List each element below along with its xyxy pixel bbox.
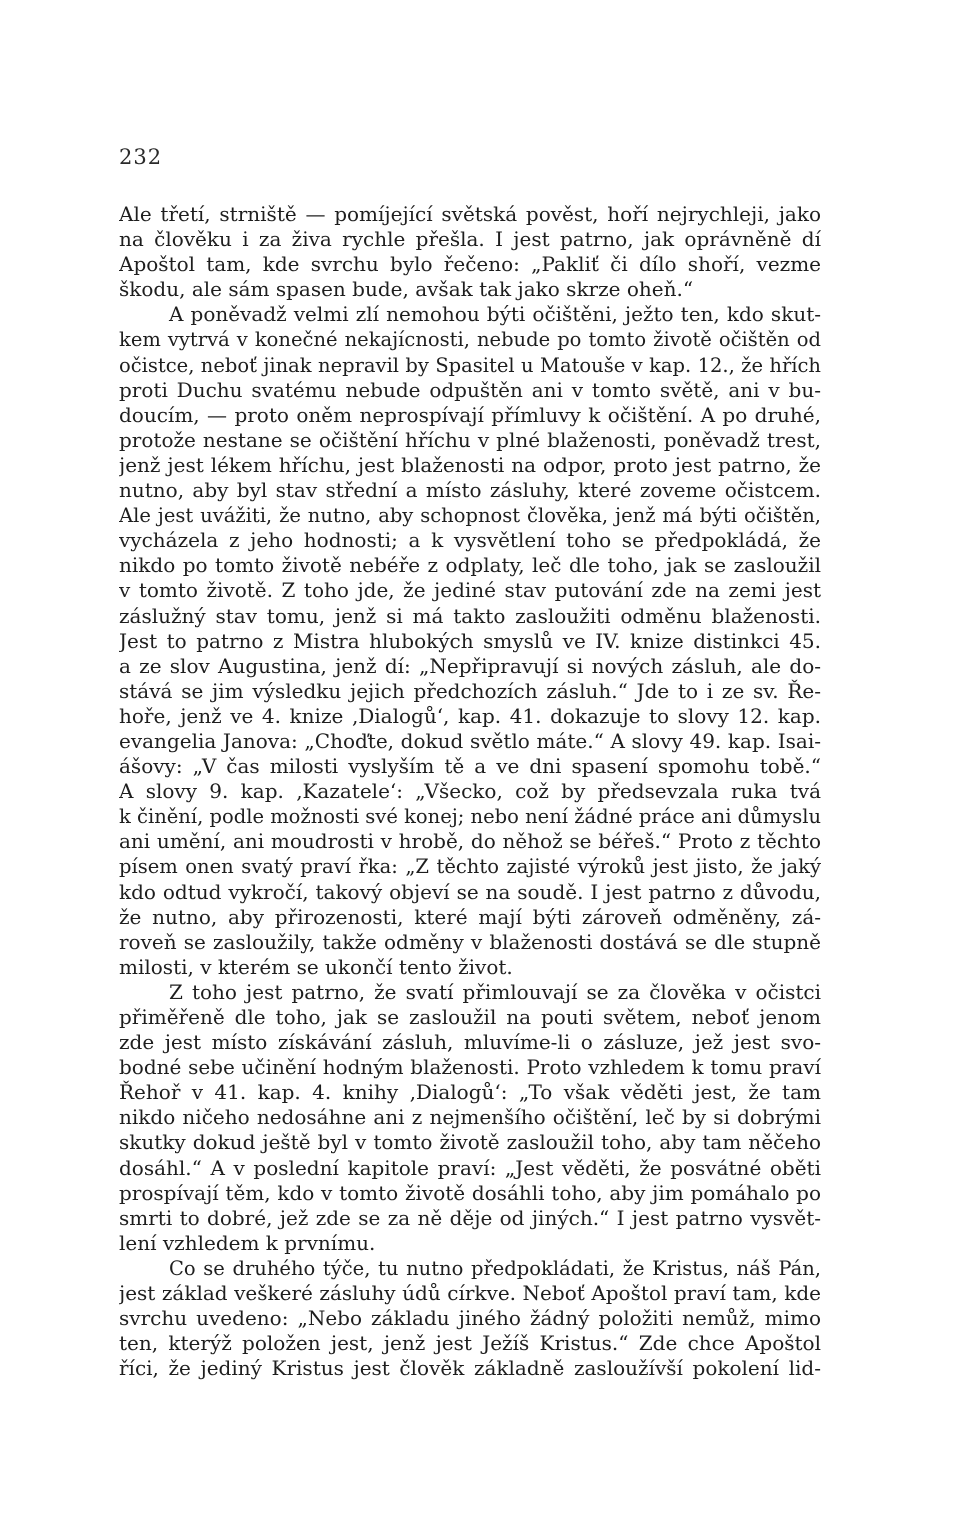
text-line: evangelia Janova: „Choďte, dokud světlo máte.“ A slovy 49. kap. Isai-: [119, 728, 821, 753]
text-line: očistce, neboť jinak nepravil by Spasitel u Matouše v kap. 12., že hřích: [119, 353, 821, 377]
text-line: svrchu uvedeno: „Nebo základu jiného žádný položiti nemůž, mimo: [119, 1306, 821, 1331]
text-line: A slovy 9. kap. ‚Kazatele‘: „Všecko, což by předsevzala ruka tvá: [119, 779, 821, 804]
text-line: v tomto životě. Z toho jde, že jediné stav putování zde na zemi jest: [119, 578, 821, 603]
text-line: Ale jest uvážiti, že nutno, aby schopnost člověka, jenž má býti očištěn,: [119, 504, 821, 528]
text-line: doucím, — proto oněm neprospívají přímluvy k očištění. A po druhé,: [119, 402, 821, 427]
text-line: dosáhl.“ A v poslední kapitole praví: „Jest věděti, že posvátné oběti: [119, 1155, 821, 1180]
text-line: a ze slov Augustina, jenž dí: „Nepřipravují si nových zásluh, ale do-: [119, 653, 821, 678]
text-line: Z toho jest patrno, že svatí přimlouvají se za člověka v očistci: [169, 979, 821, 1004]
text-line: Apoštol tam, kde svrchu bylo řečeno: „Pakliť či dílo shoří, vezme: [119, 252, 821, 277]
text-line: nikdo ničeho nedosáhne ani z nejmenšího očištění, leč by si dobrými: [119, 1105, 821, 1130]
text-line: zde jest místo získávání zásluh, mluvíme-li o zásluze, jež jest svo-: [119, 1030, 821, 1055]
text-line: proti Duchu svatému nebude odpuštěn ani v tomto světě, ani v bu-: [119, 377, 821, 402]
body-text: [119, 202, 821, 1381]
text-line: ani umění, ani moudrosti v hrobě, do něhož se béřeš.“ Proto z těchto: [119, 829, 821, 854]
text-line: skutky dokud ještě byl v tomto životě zasloužil toho, aby tam něčeho: [119, 1130, 821, 1155]
text-line: škodu, ale sám spasen bude, avšak tak jako skrze oheň.“: [119, 277, 694, 302]
text-line: vycházela z jeho hodnosti; a k vysvětlení toho se předpokládá, že: [119, 528, 821, 553]
text-line: kem vytrvá v konečné nekajícnosti, nebude po tomto životě očištěn od: [119, 328, 821, 352]
text-line: milosti, v kterém se ukončí tento život.: [119, 954, 513, 979]
text-line: na člověku i za živa rychle přešla. I jest patrno, jak oprávněně dí: [119, 227, 821, 252]
text-line: nikdo po tomto životě nebéře z odplaty, leč dle toho, jak se zasloužil: [119, 553, 821, 578]
text-line: kdo odtud vykročí, takový objeví se na soudě. I jest patrno z důvodu,: [119, 879, 821, 904]
text-line: Řehoř v 41. kap. 4. knihy ‚Dialogů‘: „To však věděti jest, že tam: [119, 1080, 821, 1105]
text-line: přiměřeně dle toho, jak se zasloužil na pouti světem, neboť jenom: [119, 1005, 821, 1029]
text-line: bodné sebe učinění hodným blaženosti. Proto vzhledem k tomu praví: [119, 1055, 821, 1080]
text-line: smrti to dobré, jež zde se za ně děje od jiných.“ I jest patrno vysvět-: [119, 1205, 821, 1230]
text-line: nutno, aby byl stav střední a místo zásluhy, které zoveme očistcem.: [119, 478, 821, 503]
text-line: jest základ veškeré zásluhy údů církve. Neboť Apoštol praví tam, kde: [119, 1281, 821, 1306]
text-line: jenž jest lékem hříchu, jest blaženosti na odpor, proto jest patrno, že: [119, 452, 821, 477]
page-number: 232: [119, 145, 163, 169]
text-line: ten, kterýž položen jest, jenž jest Ježíš Kristus.“ Zde chce Apoštol: [119, 1331, 821, 1356]
text-line: Jest to patrno z Mistra hlubokých smyslů ve IV. knize distinkci 45.: [119, 628, 821, 653]
text-line: prospívají těm, kdo v tomto životě dosáhli toho, aby jim pomáhalo po: [119, 1180, 821, 1205]
text-line: Ale třetí, strniště — pomíjející světská pověst, hoří nejrychleji, jako: [119, 202, 821, 226]
text-line: A poněvadž velmi zlí nemohou býti očištěni, ježto ten, kdo skut-: [169, 302, 821, 327]
text-line: ášovy: „V čas milosti vyslyším tě a ve dni spasení spomohu tobě.“: [119, 754, 821, 779]
text-line: písem onen svatý praví řka: „Z těchto zajisté výroků jest jisto, že jaký: [119, 855, 821, 879]
text-line: protože nestane se očištění hříchu v plné blaženosti, poněvadž trest,: [119, 427, 821, 452]
text-line: stává se jim výsledku jejich předchozích zásluh.“ Jde to i ze sv. Ře-: [119, 678, 821, 703]
text-line: roveň se zasloužily, takže odměny v blaženosti dostává se dle stupně: [119, 929, 821, 954]
text-line: říci, že jediný Kristus jest člověk základně zasloužívší pokolení lid-: [119, 1356, 821, 1381]
text-line: že nutno, aby přirozenosti, které mají býti zároveň odměněny, zá-: [119, 904, 821, 929]
text-line: hoře, jenž ve 4. knize ‚Dialogů‘, kap. 41. dokazuje to slovy 12. kap.: [119, 703, 821, 728]
text-line: záslužný stav tomu, jenž si má takto zasloužiti odměnu blaženosti.: [119, 603, 821, 628]
text-line: lení vzhledem k prvnímu.: [119, 1230, 376, 1255]
text-line: Co se druhého týče, tu nutno předpokládati, že Kristus, náš Pán,: [169, 1256, 821, 1280]
text-line: k činění, podle možnosti své konej; nebo není žádné práce ani důmyslu: [119, 805, 821, 829]
